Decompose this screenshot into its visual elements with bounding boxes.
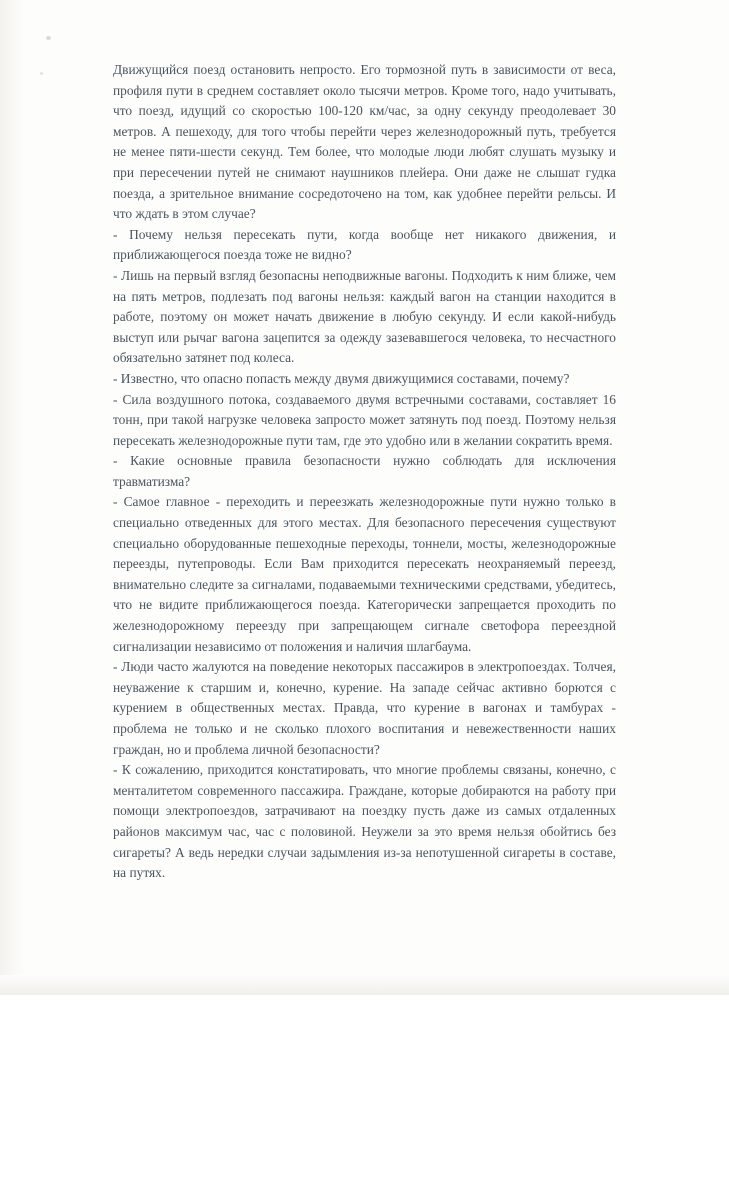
paragraph: - К сожалению, приходится констатировать, что многие проблемы связаны, конечно, с менталитетом современного пассажира. Граждане, которые добираются на работу при помощи электропоездов, затрачивают на поездку пусть даже из самых отдаленных районов максимум час, час с половиной. Неужели за это время нельзя обойтись без сигареты? А ведь нередки случаи задымления из-за непотушенной сигареты в составе, на путях. (113, 762, 616, 881)
paragraph: - Какие основные правила безопасности нужно соблюдать для исключения травматизма? (113, 453, 616, 489)
scanner-backdrop (0, 995, 729, 1200)
paper-left-edge-shadow (0, 0, 34, 995)
paragraph: - Сила воздушного потока, создаваемого двумя встречными составами, составляет 16 тонн, при такой нагрузке человека запросто может затянуть под поезд. Поэтому нельзя пересекать железнодорожные пути там, где это удобно или в желании сократить время. (113, 391, 616, 448)
paragraph: - Известно, что опасно попасть между двумя движущимися составами, почему? (113, 370, 570, 386)
paragraph: - Люди часто жалуются на поведение некоторых пассажиров в электропоездах. Толчея, неуважение к старшим и, конечно, курение. На западе сейчас активно борются с курением в общественных местах. Правда, что курение в вагонах и тамбурах - проблема не только и не сколько плохого воспитания и невежественности наших граждан, но и проблема личной безопасности? (113, 659, 616, 757)
document-body-text (113, 60, 616, 884)
scan-artifact-speck (46, 36, 51, 40)
paragraph: - Лишь на первый взгляд безопасны неподвижные вагоны. Подходить к ним ближе, чем на пять метров, подлезать под вагоны нельзя: каждый вагон на станции находится в работе, поэтому он может начать движение в любую секунду. И если какой-нибудь выступ или рычаг вагона зацепится за одежду зазевавшегося человека, то несчастного обязательно затянет под колеса. (113, 267, 616, 366)
paragraph: Движущийся поезд остановить непросто. Его тормозной путь в зависимости от веса, профиля пути в среднем составляет около тысячи метров. Кроме того, надо учитывать, что поезд, идущий со скоростью 100-120 км/час, за одну секунду преодолевает 30 метров. А пешеходу, для того чтобы перейти через железнодорожный путь, требуется не менее пяти-шести секунд. Тем более, что молодые люди любят слушать музыку и при пересечении путей не снимают наушников плейера. Они даже не слышат гудка поезда, а зрительное внимание сосредоточено на том, как удобнее перейти рельсы. И что ждать в этом случае? (113, 62, 616, 222)
paragraph: - Почему нельзя пересекать пути, когда вообще нет никакого движения, и приближающегося поезда тоже не видно? (113, 226, 616, 263)
paragraph: - Самое главное - переходить и переезжать железнодорожные пути нужно только в специально отведенных для этого местах. Для безопасного пересечения существуют специально оборудованные пешеходные переходы, тоннели, мосты, железнодорожные переезды, путепроводы. Если Вам приходится пересекать неохраняемый переезд, внимательно следите за сигналами, подаваемыми техническими средствами, убедитесь, что не видите приближающегося поезда. Категорически запрещается проходить по железнодорожному переезду при запрещающем сигнале светофора переездной сигнализации независимо от положения и наличия шлагбаума. (113, 494, 616, 654)
paper-bottom-edge-shadow (0, 975, 729, 995)
scan-artifact-speck-secondary (40, 72, 43, 75)
